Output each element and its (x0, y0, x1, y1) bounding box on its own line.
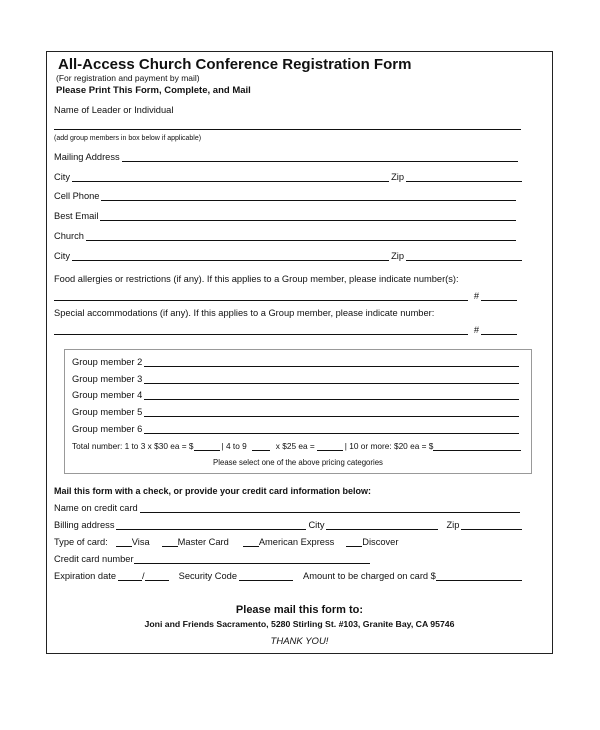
leader-field[interactable] (54, 120, 521, 130)
card-number-field[interactable] (134, 554, 370, 564)
security-field[interactable] (239, 571, 293, 581)
group-member-field[interactable] (144, 390, 519, 400)
mailing-field[interactable] (122, 152, 518, 162)
special-number-field[interactable] (481, 325, 517, 335)
cell-row (54, 191, 518, 202)
email-label: Best Email (54, 211, 99, 221)
visa-checkbox[interactable] (116, 537, 132, 547)
special-hash: # (473, 325, 479, 335)
billing-row (54, 520, 522, 531)
form-title: All-Access Church Conference Registration Form (58, 56, 412, 73)
mailing-row (54, 152, 520, 163)
church-city-row (54, 251, 522, 262)
pricing-note: Please select one of the above pricing categories (213, 458, 383, 467)
special-field[interactable] (54, 325, 468, 335)
amex-checkbox[interactable] (243, 537, 259, 547)
mail-heading: Please mail this form to: (235, 604, 364, 616)
mail-address: Joni and Friends Sacramento, 5280 Stirling St. #103, Granite Bay, CA 95746 (144, 619, 455, 629)
billing-zip-label: Zip (446, 520, 460, 530)
billing-city-field[interactable] (326, 520, 438, 530)
group-member-row (72, 424, 521, 435)
form-subtitle: (For registration and payment by mail) (56, 73, 200, 83)
expiration-month-field[interactable] (118, 571, 142, 581)
group-member-row (72, 357, 521, 368)
cell-label: Cell Phone (54, 191, 100, 201)
mailing-label: Mailing Address (54, 152, 120, 162)
city-row (54, 172, 522, 183)
group-member-row (72, 374, 521, 385)
card-name-row (54, 503, 522, 514)
church-row (54, 231, 518, 242)
group-member-label: Group member 4 (72, 390, 143, 400)
leader-note: (add group members in box below if applicable) (54, 135, 202, 142)
expiration-label: Expiration date (54, 571, 117, 581)
church-city-label: City (54, 251, 71, 261)
special-row (54, 325, 517, 336)
visa-label: Visa (131, 537, 150, 547)
total-1to3-field[interactable] (194, 441, 220, 451)
billing-label: Billing address (54, 520, 115, 530)
food-field[interactable] (54, 291, 468, 301)
card-name-field[interactable] (140, 503, 520, 513)
mastercard-label: Master Card (177, 537, 229, 547)
amex-label: American Express (258, 537, 335, 547)
expiration-slash: / (142, 571, 145, 581)
amount-field[interactable] (436, 571, 522, 581)
cell-field[interactable] (101, 191, 516, 201)
food-label: Food allergies or restrictions (if any). If this applies to a Group member, please indicate number(s): (54, 274, 459, 284)
total-10plus-field[interactable] (433, 441, 521, 451)
group-member-row (72, 390, 521, 401)
form-instruction: Please Print This Form, Complete, and Mail (56, 85, 251, 96)
church-label: Church (54, 231, 84, 241)
thank-you: THANK YOU! (270, 636, 329, 647)
discover-checkbox[interactable] (346, 537, 362, 547)
church-city-field[interactable] (72, 251, 389, 261)
leader-label: Name of Leader or Individual (54, 105, 174, 115)
billing-zip-field[interactable] (461, 520, 522, 530)
discover-label: Discover (362, 537, 399, 547)
group-member-field[interactable] (144, 407, 519, 417)
security-label: Security Code (178, 571, 238, 581)
total-10plus-label: | 10 or more: $20 ea = $ (344, 441, 434, 451)
group-member-field[interactable] (144, 357, 519, 367)
expiration-year-field[interactable] (145, 571, 169, 581)
total-4to9-label: | 4 to 9 (221, 441, 247, 451)
city-field[interactable] (72, 172, 389, 182)
food-number-field[interactable] (481, 291, 517, 301)
payment-heading: Mail this form with a check, or provide your credit card information below: (54, 486, 372, 496)
email-row (54, 211, 518, 222)
card-number-label: Credit card number (54, 554, 134, 564)
group-member-label: Group member 3 (72, 374, 143, 384)
zip-field[interactable] (406, 172, 522, 182)
card-type-label: Type of card: (54, 537, 108, 547)
group-member-label: Group member 6 (72, 424, 143, 434)
email-field[interactable] (100, 211, 516, 221)
total-4to9-count-field[interactable] (252, 441, 270, 451)
city-label: City (54, 172, 71, 182)
total-1to3-label: Total number: 1 to 3 x $30 ea = $ (72, 441, 194, 451)
expiration-row (54, 571, 522, 582)
food-hash: # (473, 291, 479, 301)
group-member-field[interactable] (144, 424, 519, 434)
group-member-label: Group member 5 (72, 407, 143, 417)
amount-label: Amount to be charged on card $ (303, 571, 436, 581)
billing-city-label: City (308, 520, 325, 530)
group-member-label: Group member 2 (72, 357, 143, 367)
special-label: Special accommodations (if any). If this applies to a Group member, please indicate number: (54, 308, 435, 318)
mastercard-checkbox[interactable] (162, 537, 178, 547)
church-zip-field[interactable] (406, 251, 522, 261)
zip-label: Zip (391, 172, 404, 182)
total-row (72, 441, 521, 452)
card-name-label: Name on credit card (54, 503, 138, 513)
food-row (54, 291, 517, 302)
billing-field[interactable] (116, 520, 306, 530)
church-field[interactable] (86, 231, 516, 241)
card-type-row (54, 537, 398, 548)
group-member-row (72, 407, 521, 418)
church-zip-label: Zip (391, 251, 404, 261)
group-member-field[interactable] (144, 374, 519, 384)
total-4to9-price-label: x $25 ea = (275, 441, 315, 451)
total-4to9-field[interactable] (317, 441, 343, 451)
card-number-row (54, 554, 372, 565)
